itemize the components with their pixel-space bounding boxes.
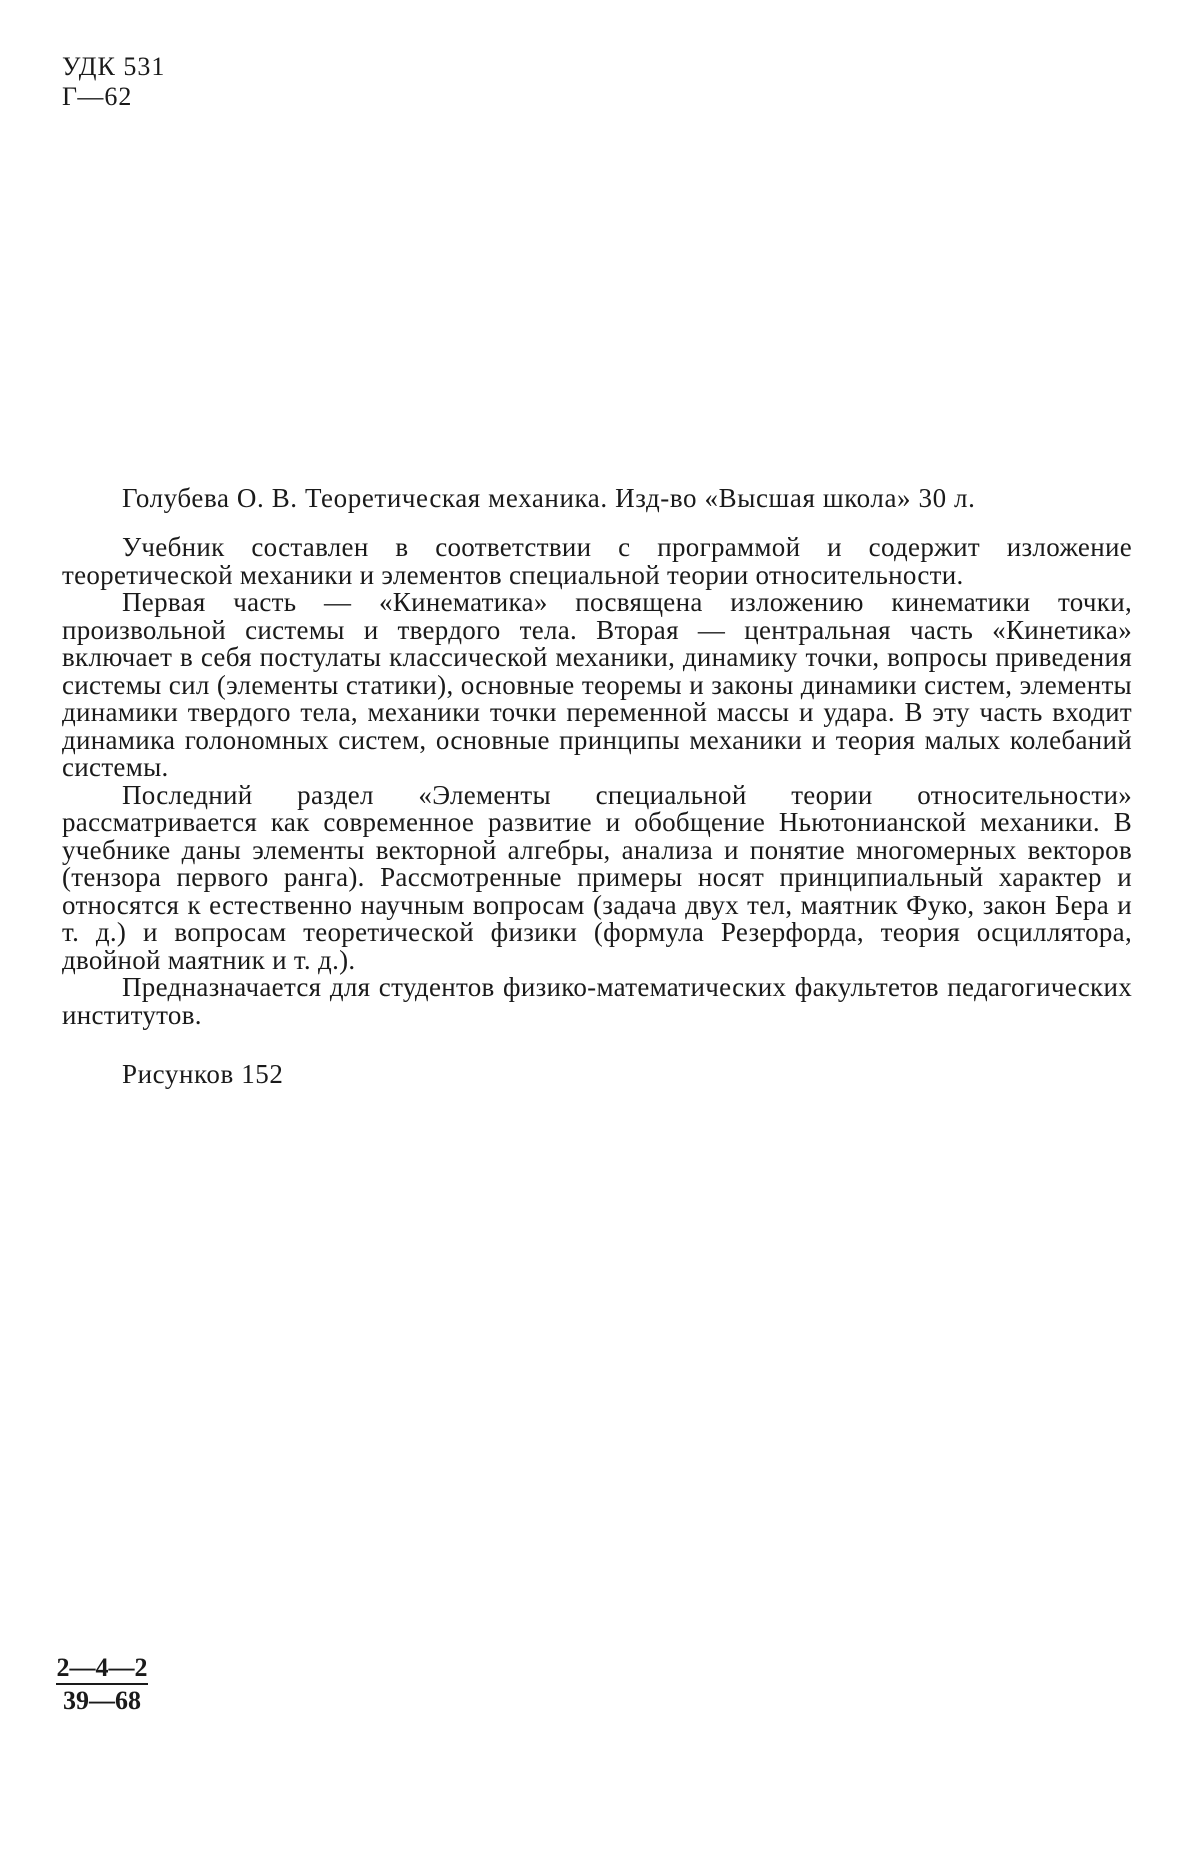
fraction-rule bbox=[56, 1683, 148, 1685]
udk-index: УДК 531 bbox=[62, 52, 166, 81]
catalog-code: Г—62 bbox=[62, 82, 133, 111]
publisher-code bbox=[56, 1654, 148, 1715]
abstract-paragraph: Предназначается для студентов физико-математических факультетов педагогических институтов. bbox=[62, 972, 1132, 1030]
abstract-paragraph: Последний раздел «Элементы специальной теории относительности» рассматривается как современное развитие и обобщение Ньютонианской механики. В учебнике даны элементы векторной алгебры, анализа и понятие многомерных векторов (тензора первого ранга). Рассмотренные примеры носят принципиальный характер и относятся к естественно научным вопросам (задача двух тел, маятник Фуко, закон Бера и т. д.) и вопросам теоретической физики (формула Резерфорда, теория осциллятора, двойной маятник и т. д.). bbox=[62, 779, 1132, 975]
publisher-code-denominator: 39—68 bbox=[63, 1686, 141, 1715]
bibliographic-citation: Голубева О. В. Теоретическая механика. Изд-во «Высшая школа» 30 л. bbox=[122, 483, 976, 513]
figures-count: Рисунков 152 bbox=[122, 1059, 284, 1089]
abstract-paragraph: Первая часть — «Кинематика» посвящена изложению кинематики точки, произвольной системы и твердого тела. Вторая — центральная часть «Кинетика» включает в себя постулаты классической механики, динамику точки, вопросы приведения системы сил (элементы статики), основные теоремы и законы динамики систем, элементы динамики твердого тела, механики точки переменной массы и удара. В эту часть входит динамика голономных систем, основные принципы механики и теория малых колебаний системы. bbox=[62, 587, 1132, 782]
publisher-code-numerator: 2—4—2 bbox=[56, 1653, 148, 1682]
abstract-paragraph: Учебник составлен в соответствии с программой и содержит изложение теоретической механики и элементов специальной теории относительности. bbox=[62, 532, 1132, 590]
abstract bbox=[62, 534, 1132, 1029]
udk-block bbox=[62, 52, 165, 112]
